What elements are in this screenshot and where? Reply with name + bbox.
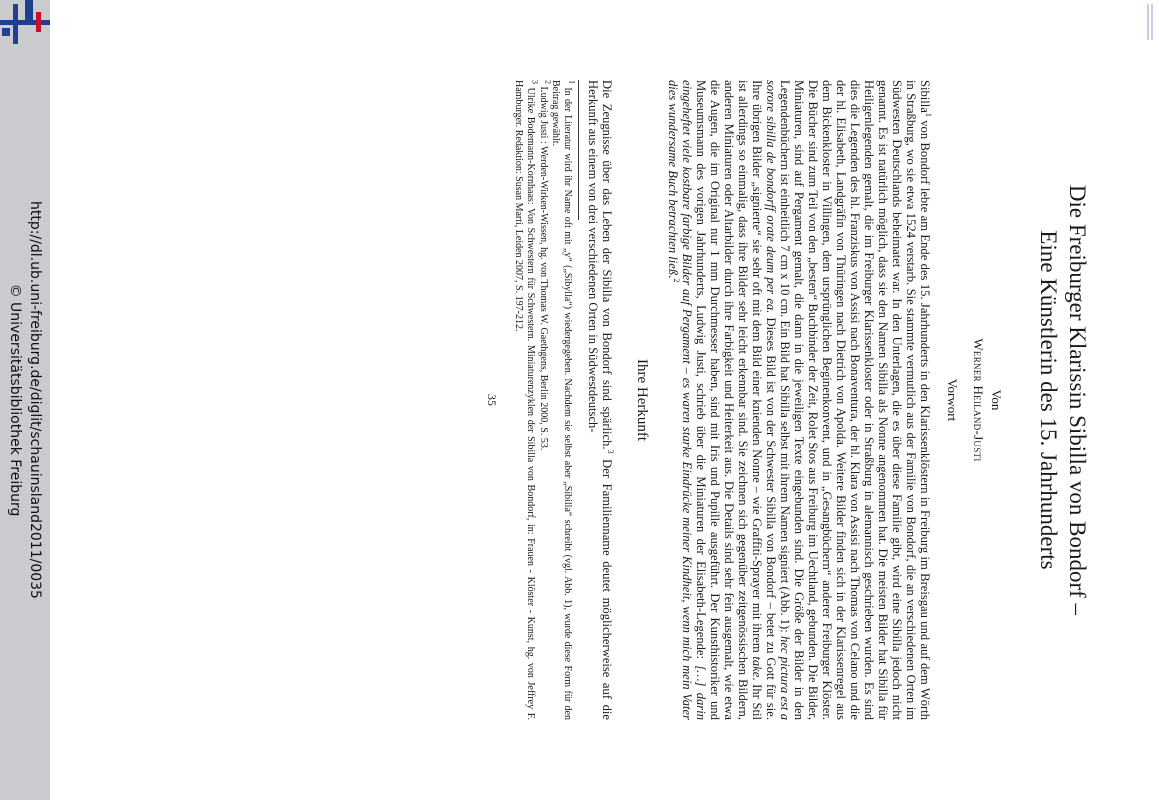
section-heading-vorwort: Vorwort <box>945 378 960 422</box>
article-title <box>1034 70 1092 730</box>
text-run: Der Familienname deutet möglicherweise auf die Herkunft aus einem von drei verschiedenen Orten in Südwestdeutsch- <box>586 80 614 720</box>
text-run: Sibilla <box>918 80 932 113</box>
left-sidebar-strip <box>0 0 50 800</box>
justi-quote: […] darin eingeheftet viele kostbare farbige Bilder auf Pergament – es waren starke Eindrücke meiner Kindheit, wenn mich mein Vater dies wundersame Buch betrachten ließ <box>666 80 708 720</box>
footnote-number: 3 <box>530 80 540 84</box>
footnote-ref: 2 <box>672 278 682 283</box>
footnote-3 <box>512 80 540 720</box>
footnote-ref: 1 <box>924 112 934 117</box>
footnotes <box>512 80 577 720</box>
section-heading-herkunft: Ihre Herkunft <box>634 358 650 442</box>
footnote-2 <box>536 80 552 720</box>
latin-inscription: hec pictura est a sorore sibilla de bondorff orate deum per ea. <box>764 80 792 720</box>
footnote-divider <box>578 80 579 220</box>
title-line-2: Eine Künstlerin des 15. Jahrhunderts <box>1036 230 1061 570</box>
page-viewport <box>100 0 1159 800</box>
footnote-text: Ludwig Justi : Werden-Wirken-Wissen, hg. von Thomas W. Gaethgens, Berlin 2000, S. 53. <box>537 86 549 451</box>
scanned-page <box>164 70 1094 730</box>
source-info <box>5 0 45 800</box>
text-run: Dieses Bild ist von der Schwester Sibilla von Bondorf – betet zu Gott für sie. Ihre übrigen Bilder „signierte“ sie sehr oft mit dem Bild einer knienden Nonne – wie Graffiti-Sprayer mit ihrem <box>750 80 778 721</box>
copyright-notice: © Universitätsbibliothek Freiburg <box>7 283 23 517</box>
byline: Von <box>989 389 1004 411</box>
source-url[interactable]: http://dl.ub.uni-freiburg.de/diglit/schauinsland2011/0035 <box>27 201 43 599</box>
text-run: . <box>666 275 680 279</box>
text-run: von Bondorf lebte am Ende des 15. Jahrhunderts in den Klarissenklöstern in Freiburg im Breisgau und auf dem Wörth in Straßburg, wo sie etwa 1524 verstarb. Sie stammte vermutlich aus der Familie von Bondorf, die an verschiedenen Orten im Südwesten Deutschlands beheimatet war. In den Unterlagen, die es über diese Familie gibt, wird eine Sibilla jedoch nicht genannt. Es ist natürlich möglich, dass sie den Namen Sibilla als Nonne angenommen hat. Die meisten Bilder hat Sibilla für Heiligenlegenden gemalt, die im Freiburger Klarissenkloster oder in Straßburg in alemannisch geschrieben wurden. Es sind dies die Legenden des hl. Franziskus von Assisi nach Bonaventura, der hl. Klara von Assisi nach Thomas von Celano und die der hl. Elisabeth, Landgräfin von Thüringen nach Dietrich von Apolda. Weitere Bilder finden sich in der Klarissenregel aus dem Bickenkloster in Villingen, dem ursprünglichen Beginenkonvent, und in „Gesangbüchern“ anderer Freiburger Klöster. Die Bücher sind zum Teil von den „besten“ Buchbinder der Zeit, Rolet Stos aus Freiburg im Uechtland, gebunden. Die Bilder, Miniaturen, sind auf Pergament gemalt, die dann in die jeweiligen Texte eingebunden sind. Die Größe der Bilder in den Legendenbüchern ist einheitlich 7 cm x 10 cm. Ein Bild hat Sibilla selbst mit ihrem Namen signiert (Abb. 1): <box>778 80 932 720</box>
footnote-number: 2 <box>542 80 552 84</box>
title-line-1: Die Freiburger Klarissin Sibilla von Bondorf – <box>1065 184 1090 616</box>
footnote-number: 1 <box>567 80 577 84</box>
italic-term: take <box>750 656 764 678</box>
text-run: Die Zeugnisse über das Leben der Sibilla von Bondorf sind spärlich. <box>600 80 614 450</box>
paragraph-herkunft <box>584 80 614 720</box>
paragraph-vorwort <box>666 80 932 720</box>
text-run: . Ihr Stil ist allerdings so einmalig, dass ihre Bilder sehr leicht erkennbar sind. Sie zeichnen sich gegenüber zeitgenössischen Bildern, anderen Miniaturen oder Altarbilder durch ihre Farbigkeit und Heiterkeit aus. Die Details sind sehr fein ausgemalt, wie etwa die Augen, die im Original nur 1 mm Durchmesser haben, sind mit Iris und Pupille ausgeführt. Der Kunsthistoriker und Museumsmann des vorigen Jahrhunderts, Ludwig Justi, schrieb über die Miniaturen der Elisabeth-Legende: <box>694 80 764 720</box>
author-name: Werner Heiland-Justi <box>971 338 986 462</box>
footnote-text: In der Literatur wird ihr Name oft mit „y“ („Sibylla“) wiedergegeben. Nachdem sie selbst aber „Sibilla“ schreibt (vgl. Abb. 1), wurde diese Form für den Beitrag gewählt. <box>549 80 573 720</box>
footnote-1 <box>549 80 577 720</box>
footnote-ref: 3 <box>606 449 616 454</box>
page-number: 35 <box>485 394 499 406</box>
footnote-text: Ulrike Bodemann-Kornhaas: Von Schwestern für Schwestern. Miniaturenzyklen der Sibilla von Bondorf, in: Frauen - Klöster - Kunst, hg. von Jeffrey F. Hamburger. Redaktion: Susan Marti, Leiden 2007, S. 197-212. <box>513 80 537 720</box>
